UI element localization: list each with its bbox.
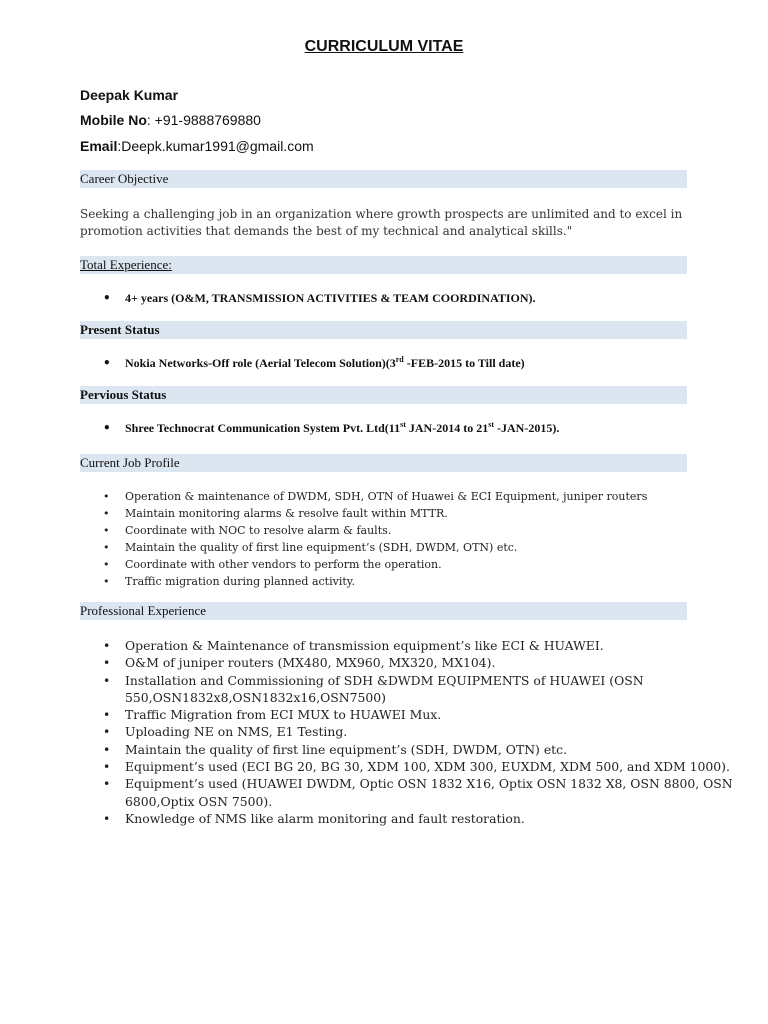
mobile-line	[80, 112, 261, 128]
previous-status-sup-2: st	[488, 420, 494, 429]
current-job-profile-heading	[80, 454, 687, 472]
career-objective-text: Seeking a challenging job in an organization where growth prospects are unlimited and to excel in promotion activities that demands the best of my technical and analytical skills."	[80, 207, 683, 238]
list-item	[125, 419, 735, 437]
list-item: • Equipment’s used (HUAWEI DWDM, Optic OSN 1832 X16, Optix OSN 1832 X8, OSN 8800, OSN 6800,Optix OSN 7500).	[125, 775, 735, 810]
present-status-text: Nokia Networks-Off role (Aerial Telecom Solution)(3	[125, 356, 396, 370]
list-item: • Maintain monitoring alarms & resolve fault within MTTR.	[125, 505, 735, 522]
list-item: • Uploading NE on NMS, E1 Testing.	[125, 723, 735, 740]
total-experience-list	[80, 289, 735, 307]
previous-status-heading	[80, 386, 687, 404]
mobile-value: : +91-9888769880	[146, 112, 261, 128]
email-value: :Deepk.kumar1991@gmail.com	[117, 138, 314, 154]
list-item: • Operation & Maintenance of transmission equipment’s like ECI & HUAWEI.	[125, 637, 735, 654]
list-item: • Traffic migration during planned activity.	[125, 573, 735, 590]
list-item: • Equipment’s used (ECI BG 20, BG 30, XDM 100, XDM 300, EUXDM, XDM 500, and XDM 1000).	[125, 758, 735, 775]
career-objective-heading	[80, 170, 687, 188]
email-label: Email	[80, 138, 118, 154]
present-status-heading-text: Present Status	[80, 322, 160, 337]
previous-status-date: -JAN-2015).	[494, 421, 560, 435]
list-item: • 4+ years (O&M, TRANSMISSION ACTIVITIES & TEAM COORDINATION).	[125, 289, 735, 307]
list-item: • Knowledge of NMS like alarm monitoring and fault restoration.	[125, 810, 735, 827]
candidate-name	[80, 87, 178, 103]
name-text: Deepak Kumar	[80, 87, 179, 103]
list-item: • Maintain the quality of first line equipment’s (SDH, DWDM, OTN) etc.	[125, 539, 735, 556]
previous-status-list	[80, 419, 735, 437]
career-objective-heading-text: Career Objective	[80, 171, 169, 186]
email-line	[80, 138, 314, 154]
previous-status-mid: JAN-2014 to 21	[405, 421, 489, 435]
list-item: • O&M of juniper routers (MX480, MX960, MX320, MX104).	[125, 654, 735, 671]
present-status-sup: rd	[395, 355, 404, 364]
list-item: • Operation & maintenance of DWDM, SDH, OTN of Huawei & ECI Equipment, juniper routers	[125, 488, 735, 505]
present-status-list	[80, 354, 735, 372]
present-status-date: -FEB-2015 to Till date)	[403, 356, 525, 370]
mobile-label: Mobile No	[80, 112, 147, 128]
previous-status-text: Shree Technocrat Communication System Pvt. Ltd(11	[125, 421, 401, 435]
list-item	[125, 354, 735, 372]
professional-experience-heading	[80, 602, 687, 620]
total-experience-heading-text: Total Experience:	[80, 257, 172, 272]
list-item: • Traffic Migration from ECI MUX to HUAWEI Mux.	[125, 706, 735, 723]
current-job-profile-list	[80, 488, 735, 590]
list-item: • Coordinate with other vendors to perform the operation.	[125, 556, 735, 573]
list-item: • Coordinate with NOC to resolve alarm & faults.	[125, 522, 735, 539]
previous-status-sup-1: st	[400, 420, 406, 429]
current-job-profile-heading-text: Current Job Profile	[80, 455, 180, 470]
list-item: • Installation and Commissioning of SDH &DWDM EQUIPMENTS of HUAWEI (OSN 550,OSN1832x8,OSN1832x16,OSN7500)	[125, 672, 735, 707]
present-status-heading	[80, 321, 687, 339]
document-title: CURRICULUM VITAE	[304, 38, 464, 55]
previous-status-heading-text: Pervious Status	[80, 387, 167, 402]
total-experience-heading	[80, 256, 687, 274]
professional-experience-heading-text: Professional Experience	[80, 603, 206, 618]
list-item: • Maintain the quality of first line equipment’s (SDH, DWDM, OTN) etc.	[125, 741, 735, 758]
professional-experience-list	[80, 637, 735, 827]
